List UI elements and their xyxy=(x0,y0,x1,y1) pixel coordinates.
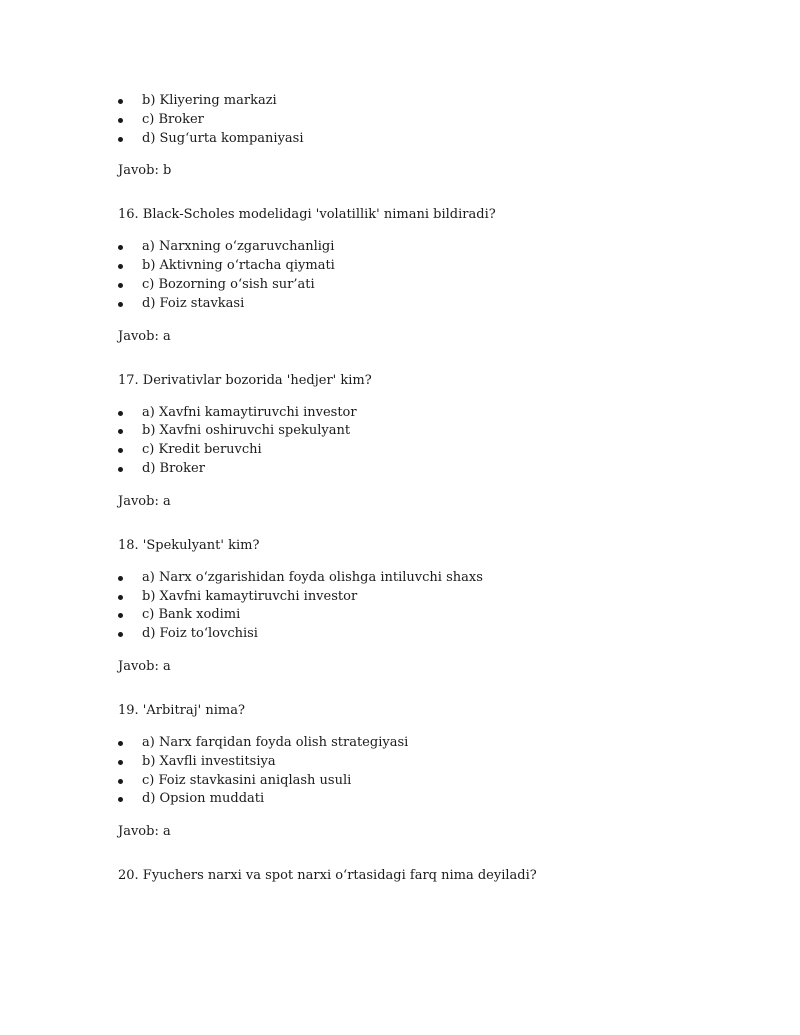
option-text: a) Xavfni kamaytiruvchi investor xyxy=(142,404,357,420)
option-list xyxy=(118,569,718,644)
answer-line: Javob: a xyxy=(118,493,171,509)
bullet-icon xyxy=(118,429,123,434)
bullet-icon xyxy=(118,448,123,453)
option-text: c) Broker xyxy=(142,111,204,127)
option-text: d) Broker xyxy=(142,460,205,476)
option-text: b) Xavfli investitsiya xyxy=(142,753,276,769)
question-text: 19. 'Arbitraj' nima? xyxy=(118,702,245,718)
option-item xyxy=(118,295,718,314)
option-text: d) Opsion muddati xyxy=(142,791,265,807)
bullet-icon xyxy=(118,283,123,288)
bullet-icon xyxy=(118,779,123,784)
option-item xyxy=(118,772,718,791)
answer-line: Javob: a xyxy=(118,328,171,344)
bullet-icon xyxy=(118,741,123,746)
answer-line: Javob: b xyxy=(118,163,172,179)
option-text: a) Narx farqidan foyda olish strategiyasi xyxy=(142,734,409,750)
option-item xyxy=(118,606,718,625)
bullet-icon xyxy=(118,613,123,618)
option-item xyxy=(118,441,718,460)
bullet-icon xyxy=(118,411,123,416)
question-text: 16. Black-Scholes modelidagi 'volatillik' nimani bildiradi? xyxy=(118,207,496,223)
question-block-18 xyxy=(118,537,718,676)
question-block-19 xyxy=(118,702,718,841)
option-item xyxy=(118,588,718,607)
option-item xyxy=(118,460,718,479)
option-text: c) Bank xodimi xyxy=(142,607,241,623)
option-item xyxy=(118,625,718,644)
option-item xyxy=(118,92,718,111)
bullet-icon xyxy=(118,797,123,802)
option-text: a) Narx o‘zgarishidan foyda olishga intiluvchi shaxs xyxy=(142,569,483,585)
bullet-icon xyxy=(118,99,123,104)
bullet-icon xyxy=(118,760,123,765)
option-item xyxy=(118,130,718,149)
question-text: 20. Fyuchers narxi va spot narxi o‘rtasidagi farq nima deyiladi? xyxy=(118,868,537,884)
option-text: c) Bozorning o‘sish sur’ati xyxy=(142,276,315,292)
bullet-icon xyxy=(118,302,123,307)
option-text: b) Kliyering markazi xyxy=(142,93,277,108)
option-text: d) Foiz to‘lovchisi xyxy=(142,626,258,642)
option-text: d) Sug‘urta kompaniyasi xyxy=(142,130,304,146)
bullet-icon xyxy=(118,595,123,600)
option-item xyxy=(118,790,718,809)
question-text: 17. Derivativlar bozorida 'hedjer' kim? xyxy=(118,372,372,388)
option-item xyxy=(118,257,718,276)
bullet-icon xyxy=(118,576,123,581)
option-list xyxy=(118,404,718,479)
option-list xyxy=(118,238,718,313)
bullet-icon xyxy=(118,137,123,142)
option-text: d) Foiz stavkasi xyxy=(142,295,245,311)
answer-line: Javob: a xyxy=(118,658,171,674)
option-text: c) Kredit beruvchi xyxy=(142,442,262,458)
option-list xyxy=(118,734,718,809)
question-block-15 xyxy=(118,92,718,180)
option-text: b) Xavfni oshiruvchi spekulyant xyxy=(142,423,351,439)
option-text: c) Foiz stavkasini aniqlash usuli xyxy=(142,772,352,788)
option-item xyxy=(118,111,718,130)
bullet-icon xyxy=(118,264,123,269)
document-page xyxy=(118,92,718,885)
option-item xyxy=(118,569,718,588)
question-text: 18. 'Spekulyant' kim? xyxy=(118,537,260,553)
option-item xyxy=(118,734,718,753)
option-item xyxy=(118,276,718,295)
question-block-20 xyxy=(118,867,718,885)
option-item xyxy=(118,422,718,441)
option-text: b) Xavfni kamaytiruvchi investor xyxy=(142,588,358,604)
option-item xyxy=(118,404,718,423)
bullet-icon xyxy=(118,632,123,637)
bullet-icon xyxy=(118,245,123,250)
option-text: b) Aktivning o‘rtacha qiymati xyxy=(142,258,335,274)
bullet-icon xyxy=(118,118,123,123)
answer-line: Javob: a xyxy=(118,824,171,840)
bullet-icon xyxy=(118,467,123,472)
option-item xyxy=(118,753,718,772)
question-block-16 xyxy=(118,206,718,345)
option-text: a) Narxning o‘zgaruvchanligi xyxy=(142,239,335,255)
question-block-17 xyxy=(118,372,718,511)
option-item xyxy=(118,238,718,257)
option-list xyxy=(118,92,718,148)
